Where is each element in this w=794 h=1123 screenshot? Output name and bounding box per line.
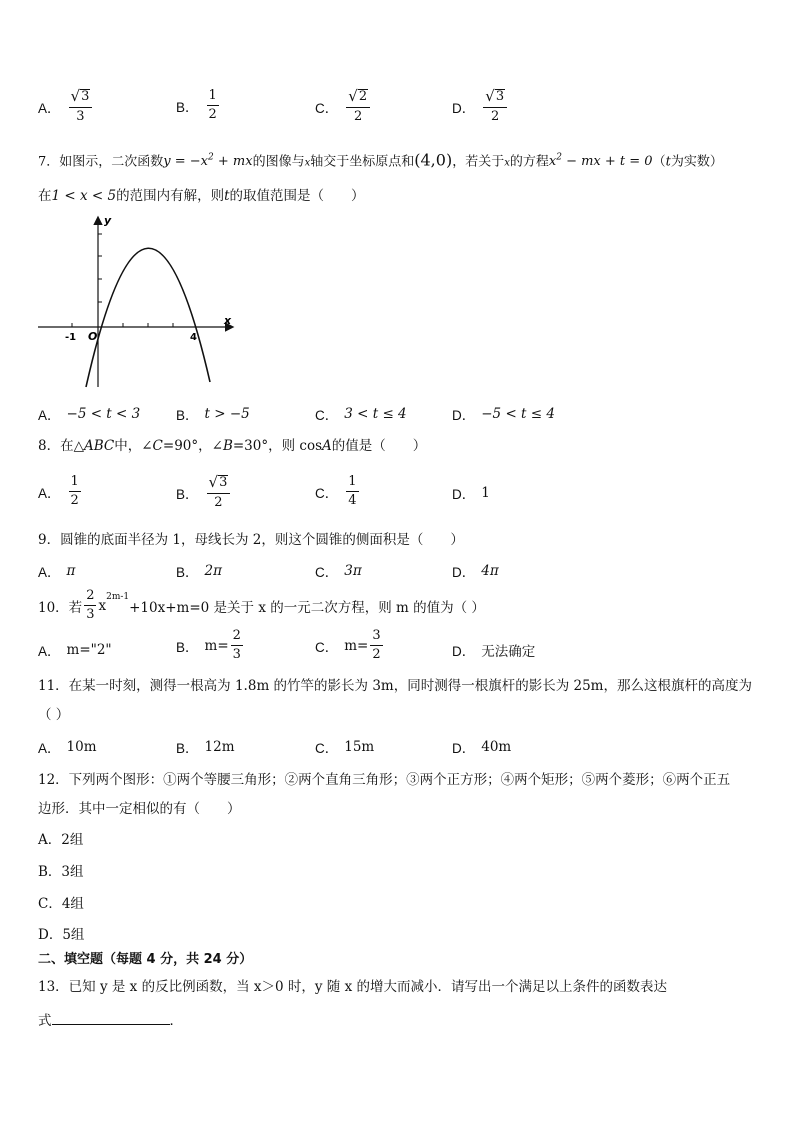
option-label: B．	[176, 408, 199, 423]
y-axis-label: y	[104, 214, 112, 227]
fraction	[69, 474, 81, 509]
denominator: 2	[372, 647, 381, 662]
q6-option-b	[176, 88, 221, 123]
q8-text: =30°，则 cos	[232, 438, 323, 454]
numerator: 2	[84, 588, 96, 606]
q8-text: 8．在△	[38, 438, 84, 454]
radicand: 2	[358, 89, 368, 104]
option-label: D．	[452, 408, 476, 423]
option-label: B．	[176, 565, 199, 580]
tick-label-4: 4	[190, 332, 197, 343]
option-value: 10m	[66, 739, 97, 755]
q7-option-a	[38, 404, 140, 424]
section-heading: 二、填空题（每题 4 分，共 24 分）	[38, 952, 253, 967]
q7-option-d	[452, 404, 555, 424]
q13-stem-line2	[38, 1010, 183, 1031]
option-value: m="2"	[66, 642, 112, 658]
q9-option-b	[176, 561, 222, 581]
option-value: π	[66, 563, 76, 579]
q7-text: ，若关于	[452, 154, 505, 170]
q7-text: 的图像与	[252, 154, 305, 170]
option-label: C．	[315, 565, 339, 580]
q10-option-c	[315, 628, 385, 663]
q11-option-d	[452, 737, 511, 757]
q12-option-b: B．3组	[38, 864, 84, 880]
numerator: 3	[370, 628, 382, 646]
option-label: C．	[315, 408, 339, 423]
option-value: t > −5	[204, 406, 250, 422]
x-axis-ticks	[72, 323, 173, 327]
q12-option-a: A．2组	[38, 832, 84, 848]
angle-c: C	[152, 438, 163, 454]
denominator: 2	[354, 109, 363, 124]
answer-blank[interactable]	[52, 1010, 170, 1025]
q7-parabola-graph	[36, 212, 246, 392]
q10-text: 10．若	[38, 599, 83, 616]
option-label: C．	[315, 485, 339, 501]
option-label: A．	[38, 644, 61, 659]
origin-label: O	[88, 330, 98, 343]
option-value: 4π	[481, 563, 499, 579]
q12-stem-line1: 12．下列两个图形：①两个等腰三角形；②两个直角三角形；③两个正方形；④两个矩形；⑤两个菱形；⑥两个正五	[38, 772, 731, 788]
fraction: √ 2 2	[346, 88, 370, 125]
q7-text: 为实数）	[670, 154, 723, 170]
q7-stem-line1	[38, 148, 723, 173]
option-value: 无法确定	[481, 644, 536, 660]
q13-text: ．	[169, 1013, 183, 1029]
var-x: x	[304, 157, 311, 169]
option-value: 15m	[344, 739, 375, 755]
numerator: 1	[69, 474, 81, 492]
option-label: A．	[38, 100, 61, 116]
fraction: √ 3 2	[207, 474, 231, 511]
option-label: D．	[452, 100, 476, 116]
q10-option-b	[176, 628, 245, 663]
q13-text: 式	[38, 1013, 52, 1029]
q7-stem-line2	[38, 186, 365, 206]
q9-option-a	[38, 561, 75, 581]
option-label: C．	[315, 100, 339, 116]
q12-option-d: D．5组	[38, 927, 85, 943]
q11-option-c	[315, 737, 374, 757]
q10-option-d	[452, 640, 535, 660]
fraction	[231, 628, 243, 663]
numerator: 1	[346, 474, 358, 492]
option-label: B．	[176, 741, 199, 756]
q8-text: =90°，∠	[162, 438, 223, 454]
q10-option-a	[38, 640, 112, 660]
q11-option-b	[176, 737, 235, 757]
fraction	[207, 88, 219, 123]
q9-option-d	[452, 561, 499, 581]
radicand: 3	[219, 475, 228, 490]
fraction	[370, 628, 382, 663]
q12-stem-line2: 边形．其中一定相似的有（ ）	[38, 801, 241, 817]
option-label: D．	[452, 741, 476, 756]
fraction: √ 3 3	[69, 88, 93, 125]
q8-option-d	[452, 483, 490, 503]
fraction: √ 3 2	[483, 88, 507, 125]
option-label: D．	[452, 487, 476, 502]
option-value: 12m	[204, 739, 235, 755]
denominator: 3	[86, 607, 95, 622]
point: (4,0)	[414, 150, 453, 170]
denominator: 2	[491, 109, 500, 124]
q6-option-a	[38, 88, 94, 125]
q8-text: 的值是（ ）	[331, 438, 427, 454]
q12-option-c: C．4组	[38, 896, 84, 912]
option-label: D．	[452, 565, 476, 580]
denominator: 3	[76, 109, 85, 124]
option-label: D．	[452, 644, 476, 659]
denominator: 2	[208, 107, 217, 122]
range: 1 < x < 5	[51, 188, 117, 204]
option-value: 40m	[481, 739, 512, 755]
radicand: 3	[81, 89, 90, 104]
var-t: t	[665, 154, 671, 170]
numerator: 1	[207, 88, 219, 106]
q7-text: （	[652, 154, 666, 170]
q11-option-a	[38, 737, 97, 757]
q10-text: x	[98, 597, 107, 614]
q11-stem-line1: 11．在某一时刻，测得一根高为 1.8m 的竹竿的影长为 3m，同时测得一根旗杆的影长为 25m，那么这根旗杆的高度为	[38, 678, 752, 694]
q7-option-c	[315, 404, 407, 424]
option-label: A．	[38, 408, 61, 423]
formula: $y = -x^2$ + mx	[163, 153, 253, 170]
option-label: A．	[38, 485, 61, 501]
q10-text: +10x+m=0 是关于 x 的一元二次方程，则 m 的值为（ ）	[129, 599, 485, 616]
denominator: 3	[232, 647, 241, 662]
q7-text: 轴交于坐标原点和	[310, 154, 415, 170]
tick-label-neg1: -1	[65, 332, 77, 343]
q7-text: 的范围内有解，则	[116, 188, 225, 204]
q6-option-d	[452, 88, 509, 125]
q9-option-c	[315, 561, 362, 581]
option-value: 3π	[344, 563, 362, 579]
var-t: t	[224, 188, 230, 204]
option-label: B．	[176, 486, 199, 502]
q8-option-b	[176, 474, 232, 511]
option-value: m=	[204, 637, 229, 654]
q13-stem-line1: 13．已知 y 是 x 的反比例函数，当 x＞0 时，y 随 x 的增大而减小．请写出一个满足以上条件的函数表达	[38, 979, 667, 995]
numerator: 2	[231, 628, 243, 646]
q6-option-c	[315, 88, 372, 125]
q7-option-b	[176, 404, 250, 424]
option-label: C．	[315, 639, 339, 655]
q9-stem: 9．圆锥的底面半径为 1，母线长为 2，则这个圆锥的侧面积是（ ）	[38, 532, 464, 548]
q8-option-a	[38, 474, 83, 509]
option-value: 2π	[204, 563, 222, 579]
q8-text: 中，∠	[114, 438, 153, 454]
denominator: 4	[348, 493, 357, 508]
option-label: A．	[38, 565, 61, 580]
radicand: 3	[495, 89, 505, 104]
var-x: x	[504, 157, 510, 169]
option-label: B．	[176, 99, 199, 115]
q11-stem-line2: （ ）	[38, 707, 70, 723]
x-axis-label: x	[224, 314, 232, 327]
q7-text: 7．如图示，二次函数	[38, 154, 164, 170]
angle-a: A	[322, 438, 332, 454]
triangle-name: ABC	[83, 438, 115, 454]
q8-stem	[38, 436, 426, 456]
option-value: m=	[344, 637, 369, 654]
fraction	[346, 474, 358, 509]
option-label: B．	[176, 639, 199, 655]
option-value: −5 < t < 3	[66, 406, 141, 422]
q10-stem	[38, 588, 485, 623]
option-label: C．	[315, 741, 339, 756]
denominator: 2	[70, 493, 79, 508]
exponent: 2m-1	[106, 592, 130, 602]
q7-text: 的取值范围是（ ）	[229, 188, 365, 204]
q7-text: 的方程	[509, 154, 549, 170]
fraction	[84, 588, 96, 623]
q7-text: 在	[38, 188, 52, 204]
parabola-curve	[86, 248, 210, 387]
denominator: 2	[214, 495, 223, 510]
q8-option-c	[315, 474, 361, 509]
option-label: A．	[38, 741, 61, 756]
option-value: −5 < t ≤ 4	[481, 406, 555, 422]
angle-b: B	[222, 438, 233, 454]
equation: $x^2$ − mx + t = 0	[548, 153, 653, 170]
option-value: 3 < t ≤ 4	[344, 406, 407, 422]
option-value: 1	[481, 485, 490, 501]
